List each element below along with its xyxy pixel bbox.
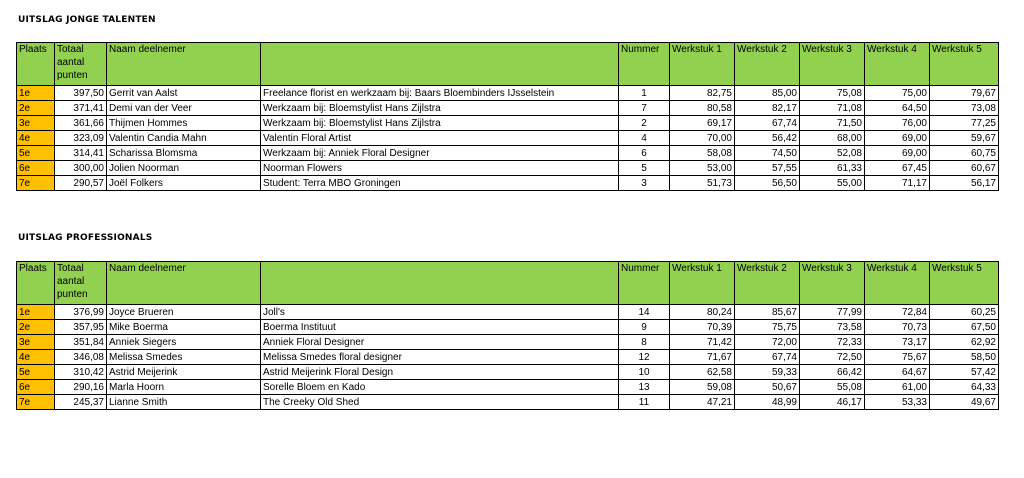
cell-naam: Melissa Smedes	[107, 350, 261, 365]
table-row	[17, 350, 999, 365]
cell-werkstuk-5: 77,25	[930, 116, 999, 131]
header-organisatie	[261, 262, 619, 305]
cell-werkstuk-1: 80,58	[670, 101, 735, 116]
cell-werkstuk-3: 55,08	[800, 380, 865, 395]
cell-werkstuk-3: 46,17	[800, 395, 865, 410]
cell-werkstuk-1: 59,08	[670, 380, 735, 395]
cell-naam: Lianne Smith	[107, 395, 261, 410]
cell-totaal-punten: 290,57	[55, 176, 107, 191]
cell-werkstuk-3: 75,08	[800, 86, 865, 101]
cell-nummer: 6	[619, 146, 670, 161]
cell-plaats: 5e	[17, 146, 55, 161]
cell-nummer: 11	[619, 395, 670, 410]
cell-werkstuk-2: 74,50	[735, 146, 800, 161]
cell-totaal-punten: 371,41	[55, 101, 107, 116]
cell-organisatie: Astrid Meijerink Floral Design	[261, 365, 619, 380]
cell-organisatie: Joll's	[261, 305, 619, 320]
cell-nummer: 7	[619, 101, 670, 116]
cell-nummer: 8	[619, 335, 670, 350]
cell-totaal-punten: 346,08	[55, 350, 107, 365]
cell-werkstuk-5: 60,67	[930, 161, 999, 176]
cell-werkstuk-4: 69,00	[865, 146, 930, 161]
cell-werkstuk-1: 70,00	[670, 131, 735, 146]
table-row	[17, 176, 999, 191]
section-title-professionals: UITSLAG PROFESSIONALS	[18, 233, 153, 243]
header-werkstuk-3: Werkstuk 3	[800, 262, 865, 305]
header-werkstuk-4: Werkstuk 4	[865, 262, 930, 305]
cell-nummer: 14	[619, 305, 670, 320]
cell-werkstuk-3: 55,00	[800, 176, 865, 191]
cell-werkstuk-3: 61,33	[800, 161, 865, 176]
cell-werkstuk-5: 73,08	[930, 101, 999, 116]
cell-plaats: 1e	[17, 86, 55, 101]
cell-werkstuk-4: 71,17	[865, 176, 930, 191]
cell-plaats: 3e	[17, 335, 55, 350]
cell-nummer: 3	[619, 176, 670, 191]
cell-plaats: 4e	[17, 131, 55, 146]
cell-werkstuk-3: 71,08	[800, 101, 865, 116]
cell-werkstuk-3: 68,00	[800, 131, 865, 146]
cell-werkstuk-5: 56,17	[930, 176, 999, 191]
header-werkstuk-5: Werkstuk 5	[930, 43, 999, 86]
cell-werkstuk-4: 73,17	[865, 335, 930, 350]
header-naam-deelnemer: Naam deelnemer	[107, 43, 261, 86]
cell-werkstuk-5: 64,33	[930, 380, 999, 395]
cell-werkstuk-1: 62,58	[670, 365, 735, 380]
cell-werkstuk-2: 67,74	[735, 350, 800, 365]
cell-werkstuk-4: 75,00	[865, 86, 930, 101]
header-werkstuk-1: Werkstuk 1	[670, 43, 735, 86]
cell-werkstuk-5: 59,67	[930, 131, 999, 146]
cell-naam: Gerrit van Aalst	[107, 86, 261, 101]
cell-nummer: 10	[619, 365, 670, 380]
cell-naam: Scharissa Blomsma	[107, 146, 261, 161]
cell-werkstuk-1: 69,17	[670, 116, 735, 131]
table-row	[17, 116, 999, 131]
cell-werkstuk-3: 71,50	[800, 116, 865, 131]
cell-nummer: 12	[619, 350, 670, 365]
cell-nummer: 1	[619, 86, 670, 101]
header-plaats: Plaats	[17, 262, 55, 305]
header-totaal-punten: Totaal aantal punten	[55, 262, 107, 305]
header-organisatie	[261, 43, 619, 86]
cell-organisatie: Sorelle Bloem en Kado	[261, 380, 619, 395]
cell-werkstuk-4: 75,67	[865, 350, 930, 365]
cell-nummer: 9	[619, 320, 670, 335]
cell-werkstuk-1: 70,39	[670, 320, 735, 335]
table-row	[17, 395, 999, 410]
cell-naam: Anniek Siegers	[107, 335, 261, 350]
cell-organisatie: Student: Terra MBO Groningen	[261, 176, 619, 191]
table-row	[17, 161, 999, 176]
cell-werkstuk-2: 59,33	[735, 365, 800, 380]
cell-werkstuk-4: 67,45	[865, 161, 930, 176]
cell-werkstuk-4: 61,00	[865, 380, 930, 395]
cell-werkstuk-3: 73,58	[800, 320, 865, 335]
cell-werkstuk-2: 85,67	[735, 305, 800, 320]
cell-organisatie: Freelance florist en werkzaam bij: Baars Bloembinders IJsselstein	[261, 86, 619, 101]
cell-werkstuk-5: 58,50	[930, 350, 999, 365]
results-table-jonge-talenten	[16, 42, 999, 191]
table-row	[17, 380, 999, 395]
header-werkstuk-3: Werkstuk 3	[800, 43, 865, 86]
cell-werkstuk-3: 72,50	[800, 350, 865, 365]
cell-naam: Demi van der Veer	[107, 101, 261, 116]
results-table-professionals	[16, 261, 999, 410]
cell-nummer: 5	[619, 161, 670, 176]
header-naam-deelnemer: Naam deelnemer	[107, 262, 261, 305]
cell-plaats: 3e	[17, 116, 55, 131]
cell-totaal-punten: 310,42	[55, 365, 107, 380]
cell-plaats: 5e	[17, 365, 55, 380]
cell-nummer: 13	[619, 380, 670, 395]
cell-naam: Joyce Brueren	[107, 305, 261, 320]
cell-werkstuk-2: 72,00	[735, 335, 800, 350]
cell-werkstuk-4: 70,73	[865, 320, 930, 335]
cell-werkstuk-5: 62,92	[930, 335, 999, 350]
cell-werkstuk-5: 79,67	[930, 86, 999, 101]
table-row	[17, 131, 999, 146]
cell-organisatie: The Creeky Old Shed	[261, 395, 619, 410]
cell-totaal-punten: 290,16	[55, 380, 107, 395]
cell-werkstuk-1: 71,67	[670, 350, 735, 365]
cell-werkstuk-3: 66,42	[800, 365, 865, 380]
header-nummer: Nummer	[619, 43, 670, 86]
cell-werkstuk-1: 82,75	[670, 86, 735, 101]
cell-naam: Thijmen Hommes	[107, 116, 261, 131]
section-title-jonge-talenten: UITSLAG JONGE TALENTEN	[18, 15, 156, 25]
cell-organisatie: Anniek Floral Designer	[261, 335, 619, 350]
cell-totaal-punten: 300,00	[55, 161, 107, 176]
cell-nummer: 2	[619, 116, 670, 131]
table-row	[17, 320, 999, 335]
cell-naam: Valentin Candia Mahn	[107, 131, 261, 146]
cell-werkstuk-2: 57,55	[735, 161, 800, 176]
cell-plaats: 1e	[17, 305, 55, 320]
cell-totaal-punten: 245,37	[55, 395, 107, 410]
cell-totaal-punten: 397,50	[55, 86, 107, 101]
cell-plaats: 6e	[17, 161, 55, 176]
cell-werkstuk-4: 72,84	[865, 305, 930, 320]
cell-werkstuk-5: 60,75	[930, 146, 999, 161]
cell-totaal-punten: 351,84	[55, 335, 107, 350]
table-row	[17, 86, 999, 101]
cell-werkstuk-2: 48,99	[735, 395, 800, 410]
cell-werkstuk-1: 51,73	[670, 176, 735, 191]
cell-werkstuk-3: 52,08	[800, 146, 865, 161]
cell-werkstuk-1: 71,42	[670, 335, 735, 350]
table-header-row	[17, 43, 999, 86]
cell-totaal-punten: 323,09	[55, 131, 107, 146]
cell-plaats: 4e	[17, 350, 55, 365]
cell-naam: Marla Hoorn	[107, 380, 261, 395]
cell-organisatie: Werkzaam bij: Bloemstylist Hans Zijlstra	[261, 116, 619, 131]
cell-naam: Joël Folkers	[107, 176, 261, 191]
cell-organisatie: Boerma Instituut	[261, 320, 619, 335]
cell-werkstuk-2: 75,75	[735, 320, 800, 335]
header-werkstuk-2: Werkstuk 2	[735, 43, 800, 86]
cell-organisatie: Valentin Floral Artist	[261, 131, 619, 146]
cell-werkstuk-1: 53,00	[670, 161, 735, 176]
cell-werkstuk-5: 67,50	[930, 320, 999, 335]
header-werkstuk-4: Werkstuk 4	[865, 43, 930, 86]
cell-totaal-punten: 314,41	[55, 146, 107, 161]
cell-naam: Mike Boerma	[107, 320, 261, 335]
cell-werkstuk-2: 56,50	[735, 176, 800, 191]
header-plaats: Plaats	[17, 43, 55, 86]
cell-werkstuk-5: 60,25	[930, 305, 999, 320]
header-werkstuk-5: Werkstuk 5	[930, 262, 999, 305]
cell-werkstuk-1: 80,24	[670, 305, 735, 320]
cell-totaal-punten: 357,95	[55, 320, 107, 335]
cell-plaats: 7e	[17, 176, 55, 191]
cell-werkstuk-2: 85,00	[735, 86, 800, 101]
header-werkstuk-2: Werkstuk 2	[735, 262, 800, 305]
header-werkstuk-1: Werkstuk 1	[670, 262, 735, 305]
cell-werkstuk-5: 49,67	[930, 395, 999, 410]
cell-naam: Jolien Noorman	[107, 161, 261, 176]
cell-plaats: 7e	[17, 395, 55, 410]
cell-werkstuk-4: 64,50	[865, 101, 930, 116]
cell-werkstuk-4: 69,00	[865, 131, 930, 146]
table-row	[17, 305, 999, 320]
cell-organisatie: Melissa Smedes floral designer	[261, 350, 619, 365]
cell-totaal-punten: 361,66	[55, 116, 107, 131]
cell-werkstuk-4: 64,67	[865, 365, 930, 380]
header-nummer: Nummer	[619, 262, 670, 305]
cell-plaats: 2e	[17, 320, 55, 335]
cell-werkstuk-2: 67,74	[735, 116, 800, 131]
cell-plaats: 2e	[17, 101, 55, 116]
table-header-row	[17, 262, 999, 305]
cell-werkstuk-1: 47,21	[670, 395, 735, 410]
table-row	[17, 365, 999, 380]
cell-werkstuk-2: 56,42	[735, 131, 800, 146]
cell-werkstuk-3: 77,99	[800, 305, 865, 320]
cell-nummer: 4	[619, 131, 670, 146]
cell-werkstuk-1: 58,08	[670, 146, 735, 161]
header-totaal-punten: Totaal aantal punten	[55, 43, 107, 86]
cell-organisatie: Werkzaam bij: Anniek Floral Designer	[261, 146, 619, 161]
table-row	[17, 101, 999, 116]
table-row	[17, 146, 999, 161]
cell-werkstuk-2: 82,17	[735, 101, 800, 116]
cell-werkstuk-4: 76,00	[865, 116, 930, 131]
table-row	[17, 335, 999, 350]
cell-werkstuk-3: 72,33	[800, 335, 865, 350]
cell-plaats: 6e	[17, 380, 55, 395]
cell-organisatie: Werkzaam bij: Bloemstylist Hans Zijlstra	[261, 101, 619, 116]
cell-naam: Astrid Meijerink	[107, 365, 261, 380]
cell-werkstuk-5: 57,42	[930, 365, 999, 380]
cell-werkstuk-2: 50,67	[735, 380, 800, 395]
cell-organisatie: Noorman Flowers	[261, 161, 619, 176]
cell-totaal-punten: 376,99	[55, 305, 107, 320]
cell-werkstuk-4: 53,33	[865, 395, 930, 410]
